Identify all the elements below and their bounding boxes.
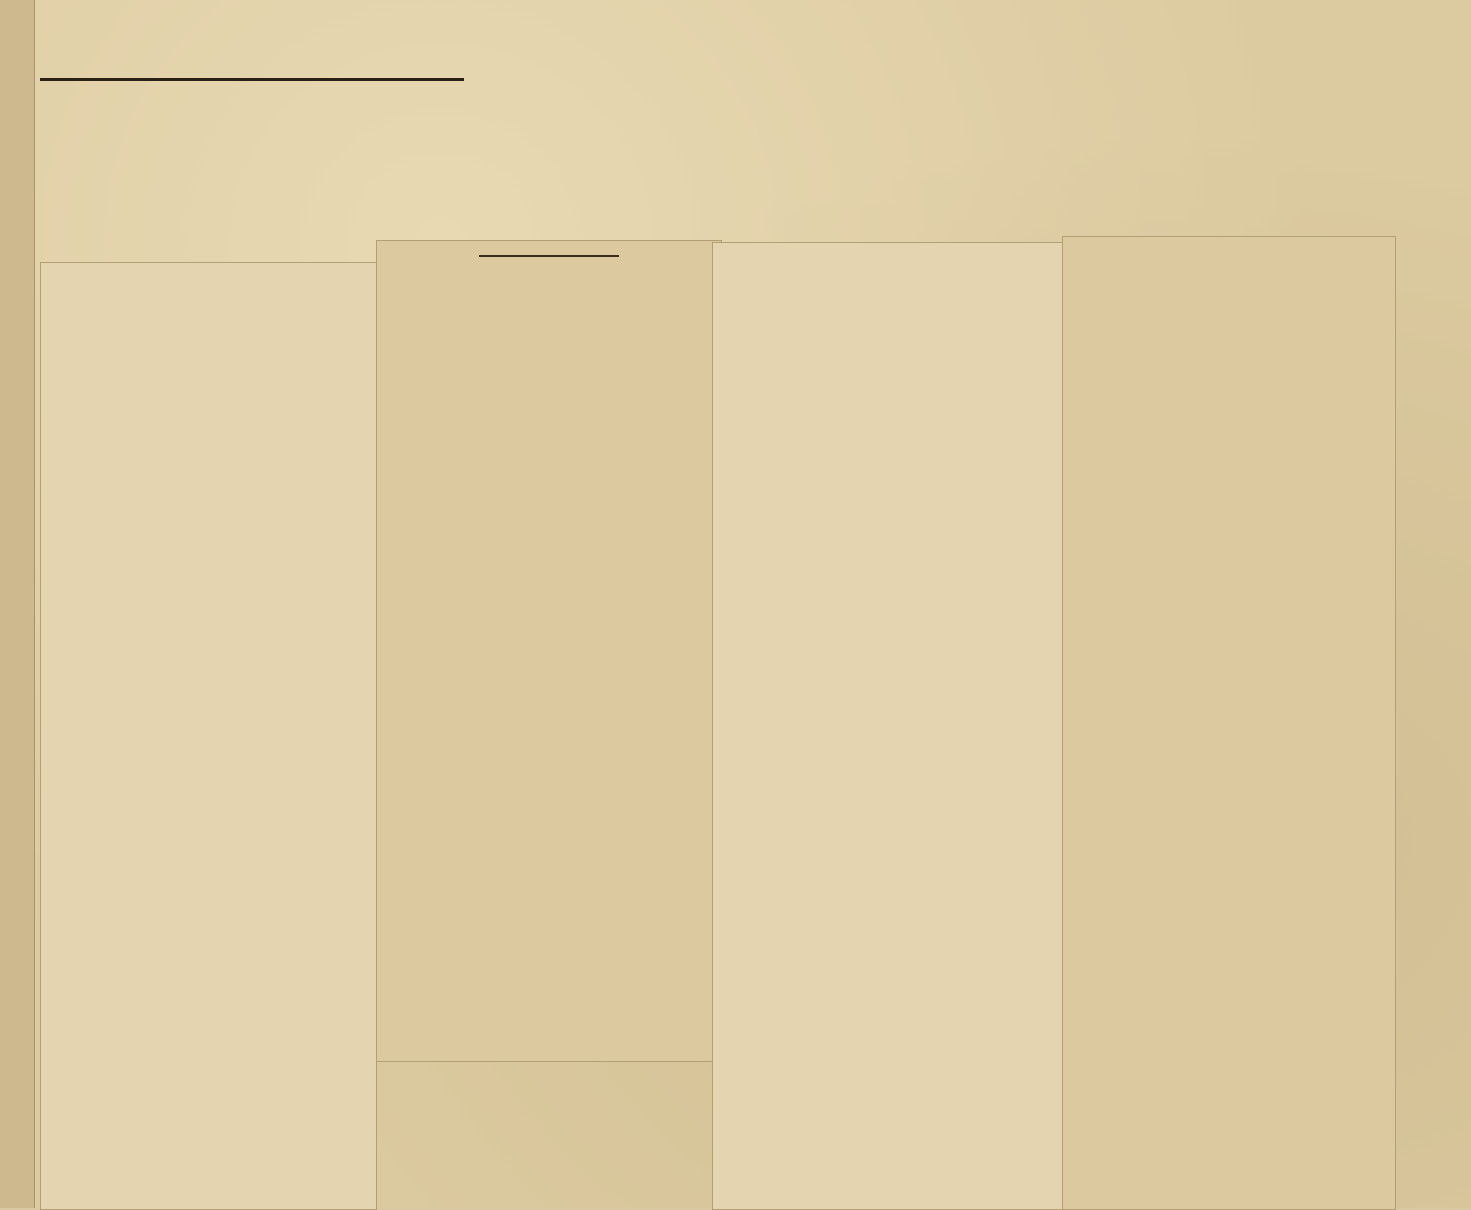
births-list-2 xyxy=(377,241,721,245)
deaths-clipping-1 xyxy=(712,242,1064,1210)
fragment-text-lines xyxy=(0,0,34,6)
heading-underline xyxy=(40,78,464,81)
births-clipping-2 xyxy=(376,240,722,1062)
births-clipping-1 xyxy=(40,262,377,1210)
deaths-clipping-2 xyxy=(1062,236,1396,1210)
end-rule xyxy=(479,255,619,257)
adjacent-column-fragment xyxy=(0,0,35,1208)
deaths-list-2 xyxy=(1063,237,1395,245)
